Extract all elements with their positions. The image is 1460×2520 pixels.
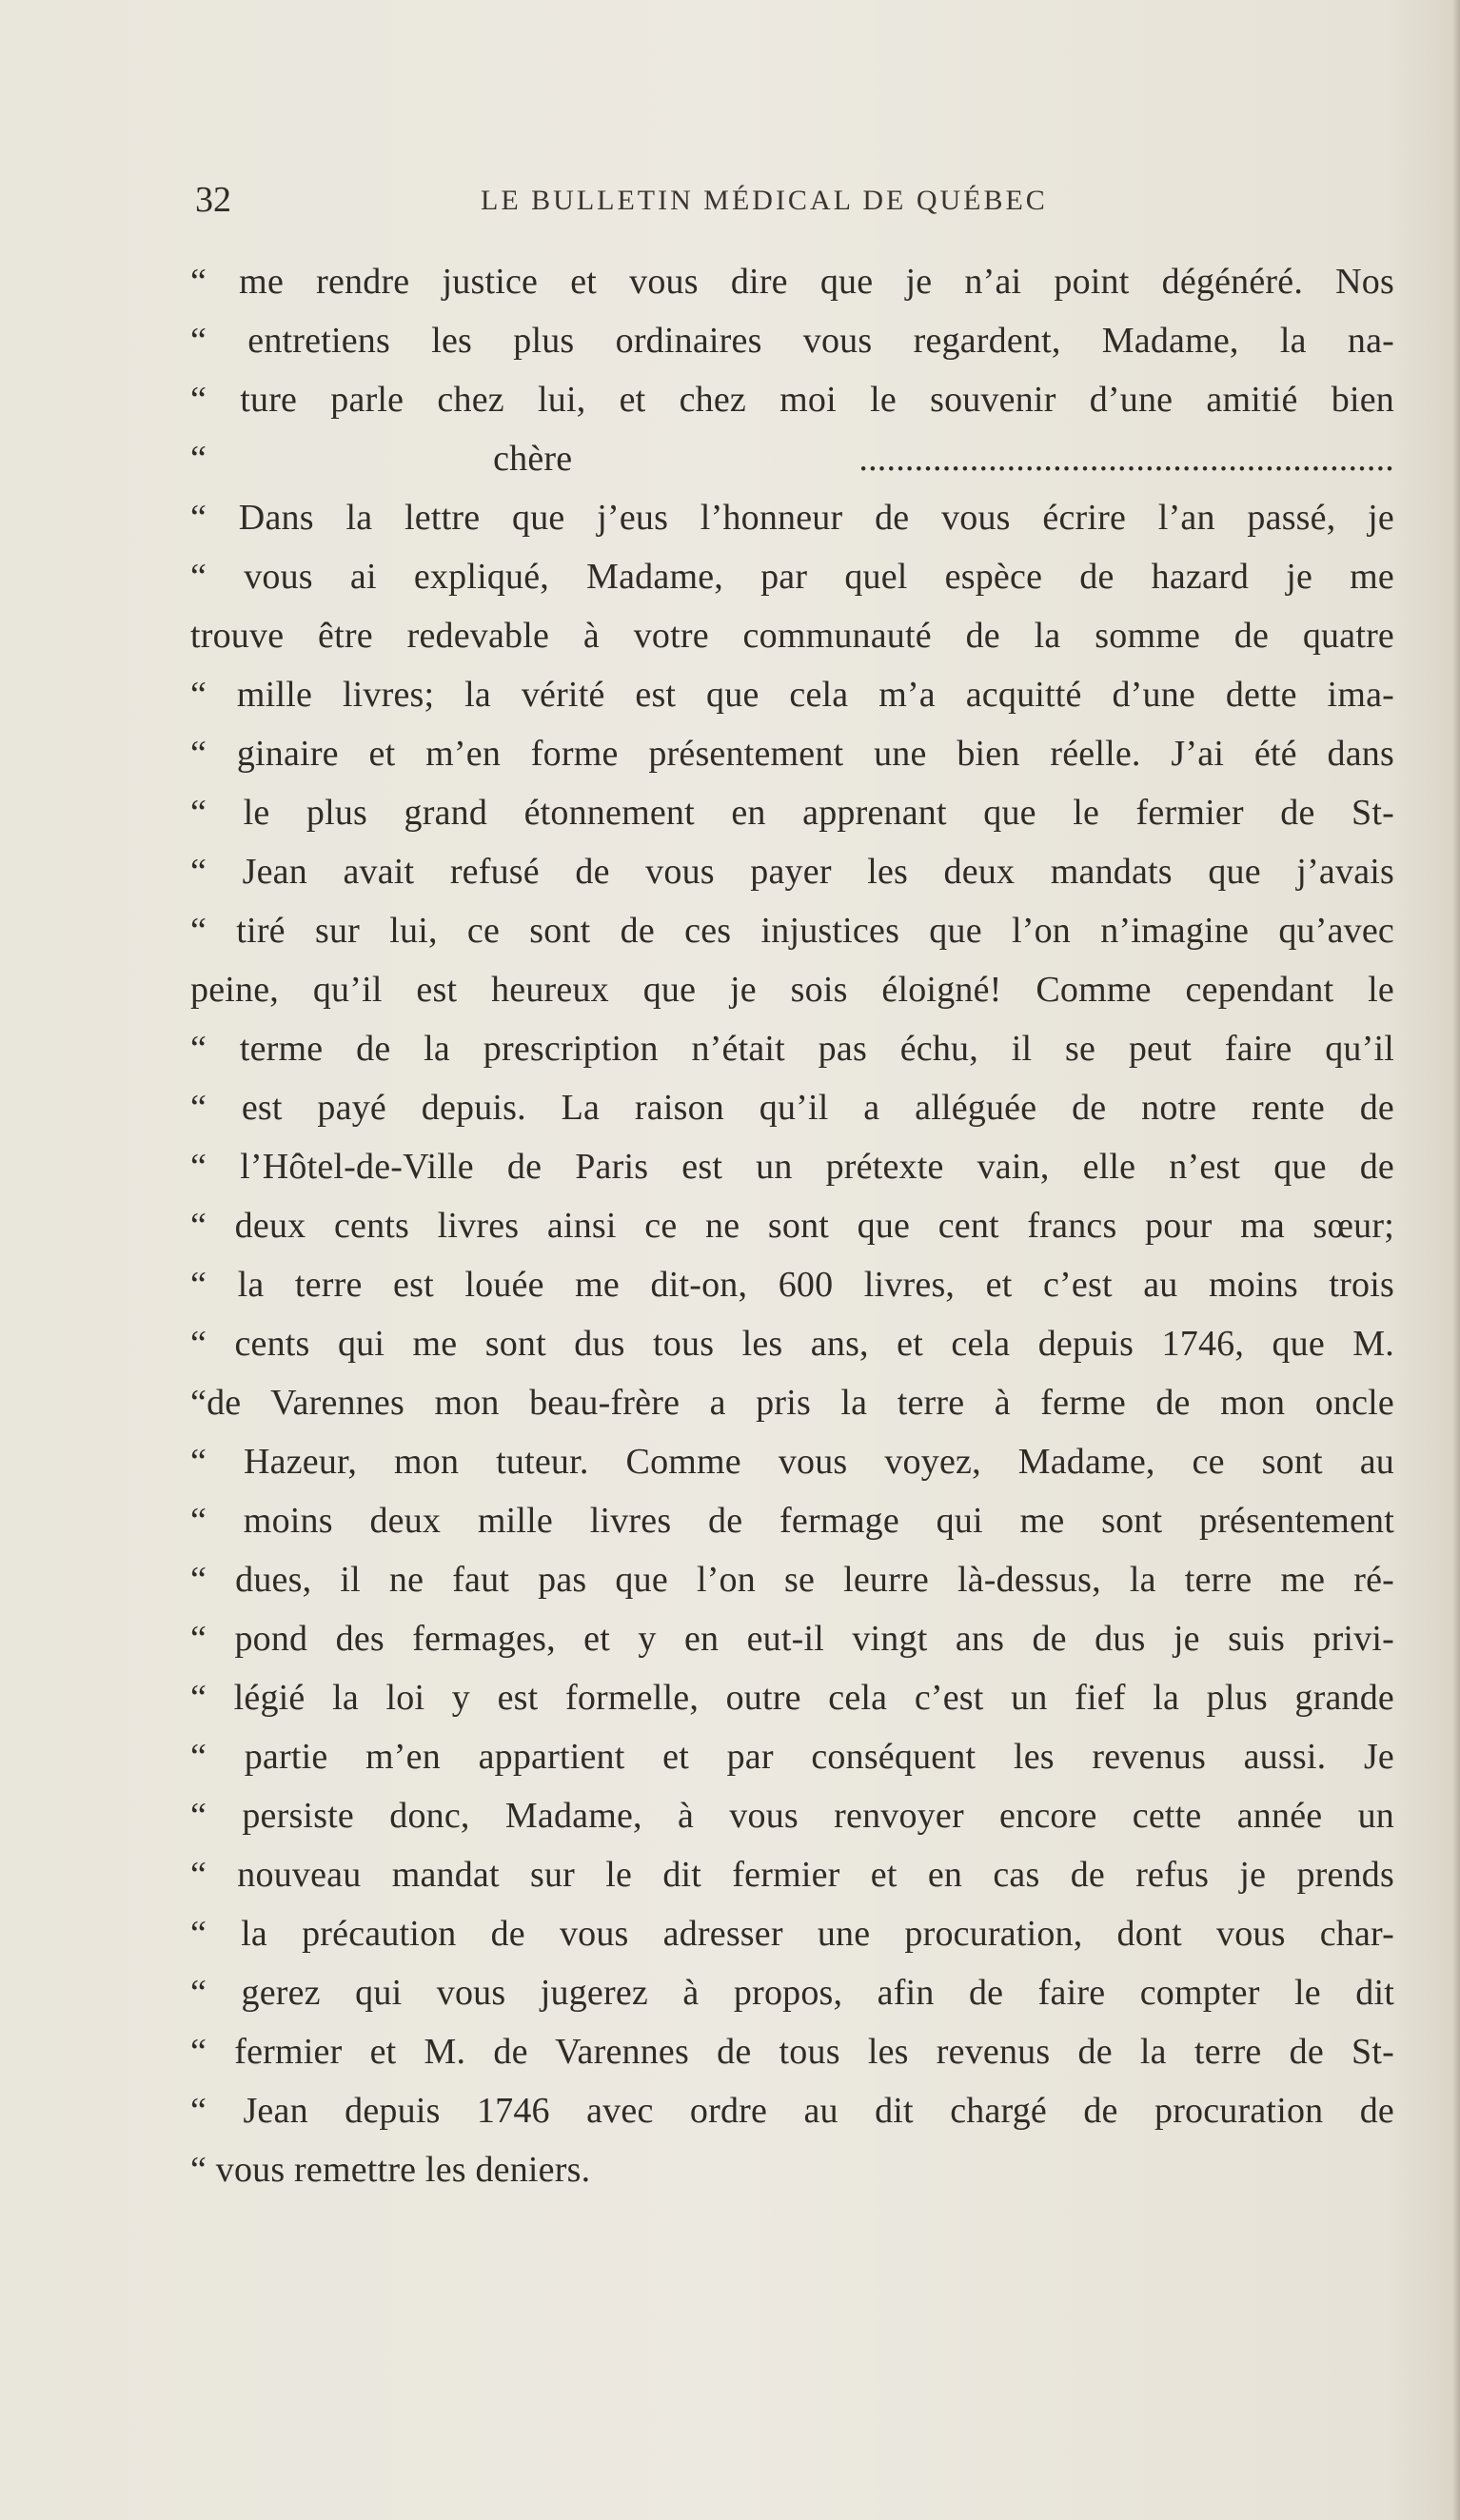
- text-line: “ ture parle chez lui, et chez moi le souvenir d’une amitié bien: [190, 380, 1394, 420]
- text-line: “ tiré sur lui, ce sont de ces injustices que l’on n’imagine qu’avec: [190, 911, 1394, 951]
- text-line: “ terme de la prescription n’était pas échu, il se peut faire qu’il: [190, 1029, 1394, 1069]
- page-number: 32: [195, 180, 231, 220]
- text-line: “ Jean avait refusé de vous payer les deux mandats que j’avais: [190, 852, 1394, 892]
- text-line: “ le plus grand étonnement en apprenant que le fermier de St-: [190, 793, 1394, 833]
- text-line: “ me rendre justice et vous dire que je n’ai point dégénéré. Nos: [190, 262, 1394, 302]
- text-line: “ mille livres; la vérité est que cela m’a acquitté d’une dette ima-: [190, 675, 1394, 715]
- text-line: “ l’Hôtel-de-Ville de Paris est un prétexte vain, elle n’est que de: [190, 1147, 1394, 1187]
- text-line: trouve être redevable à votre communauté de la somme de quatre: [190, 616, 1394, 656]
- text-line: “ vous remettre les deniers.: [190, 2150, 591, 2190]
- text-line: “ entretiens les plus ordinaires vous regardent, Madame, la na-: [190, 321, 1394, 361]
- text-line: “ persiste donc, Madame, à vous renvoyer encore cette année un: [190, 1796, 1394, 1836]
- text-line: “ partie m’en appartient et par conséquent les revenus aussi. Je: [190, 1737, 1394, 1777]
- text-line: “ chère ..........................................................: [190, 439, 1394, 479]
- text-line: “ gerez qui vous jugerez à propos, afin de faire compter le dit: [190, 1973, 1394, 2013]
- text-line: “ cents qui me sont dus tous les ans, et cela depuis 1746, que M.: [190, 1324, 1394, 1364]
- text-line: “ moins deux mille livres de fermage qui me sont présentement: [190, 1501, 1394, 1541]
- text-line: “ Dans la lettre que j’eus l’honneur de vous écrire l’an passé, je: [190, 498, 1394, 538]
- page-edge-shadow: [1452, 0, 1460, 2520]
- text-line: “ est payé depuis. La raison qu’il a alléguée de notre rente de: [190, 1088, 1394, 1128]
- text-line: “ fermier et M. de Varennes de tous les revenus de la terre de St-: [190, 2032, 1394, 2072]
- running-head: LE BULLETIN MÉDICAL DE QUÉBEC: [481, 185, 1048, 216]
- text-line: “ légié la loi y est formelle, outre cela c’est un fief la plus grande: [190, 1678, 1394, 1718]
- letter-text: [190, 252, 1394, 2199]
- page-header: [195, 179, 1109, 226]
- text-line: peine, qu’il est heureux que je sois éloigné! Comme cependant le: [190, 970, 1394, 1010]
- text-line: “ Hazeur, mon tuteur. Comme vous voyez, Madame, ce sont au: [190, 1442, 1394, 1482]
- text-line: “de Varennes mon beau-frère a pris la terre à ferme de mon oncle: [190, 1383, 1394, 1423]
- text-line: “ pond des fermages, et y en eut-il vingt ans de dus je suis privi-: [190, 1619, 1394, 1659]
- text-line: “ dues, il ne faut pas que l’on se leurre là-dessus, la terre me ré-: [190, 1560, 1394, 1600]
- text-line: “ Jean depuis 1746 avec ordre au dit chargé de procuration de: [190, 2091, 1394, 2131]
- text-line: “ nouveau mandat sur le dit fermier et en cas de refus je prends: [190, 1855, 1394, 1895]
- text-line: “ la terre est louée me dit-on, 600 livres, et c’est au moins trois: [190, 1265, 1394, 1305]
- text-line: “ ginaire et m’en forme présentement une bien réelle. J’ai été dans: [190, 734, 1394, 774]
- text-line: “ deux cents livres ainsi ce ne sont que cent francs pour ma sœur;: [190, 1206, 1394, 1246]
- text-line: “ vous ai expliqué, Madame, par quel espèce de hazard je me: [190, 557, 1394, 597]
- text-line: “ la précaution de vous adresser une procuration, dont vous char-: [190, 1914, 1394, 1954]
